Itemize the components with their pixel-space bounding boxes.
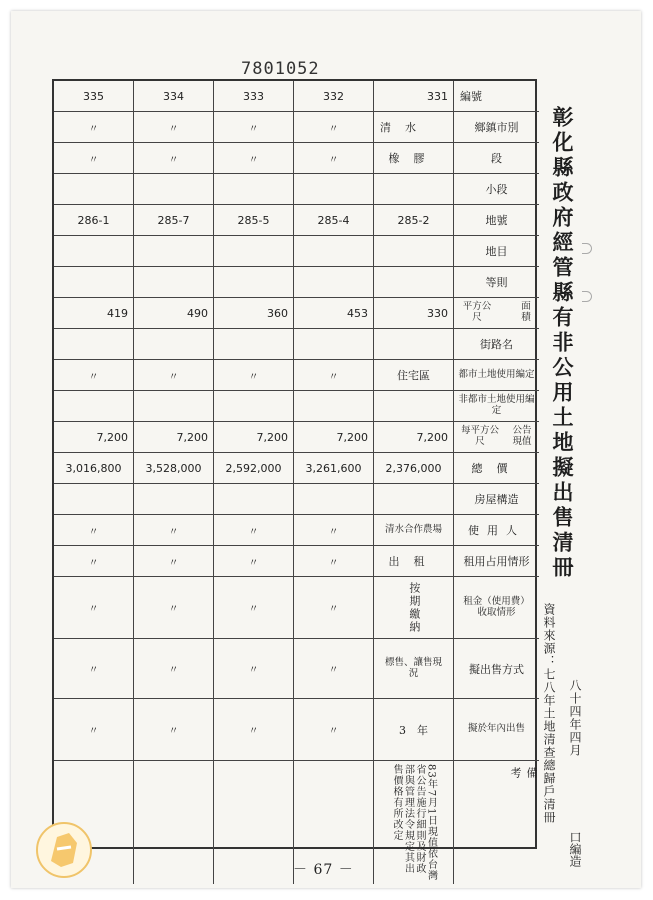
cell-township: 〃 bbox=[214, 112, 294, 143]
cell-street bbox=[374, 329, 454, 360]
punch-hole bbox=[582, 243, 592, 254]
cell-urban-zoning: 〃 bbox=[294, 360, 374, 391]
cell-urban-zoning: 〃 bbox=[214, 360, 294, 391]
cell-sale-method-tender: 標售、讓售現況 bbox=[374, 639, 454, 699]
cell-area: 330 bbox=[374, 298, 454, 329]
cell-sale-years: 〃 bbox=[54, 699, 134, 761]
cell-no-334: 334 bbox=[134, 81, 214, 112]
cell-building bbox=[134, 484, 214, 515]
page-number: － 67 － bbox=[293, 862, 354, 878]
cell-subsection bbox=[214, 174, 294, 205]
cell-announced-value: 7,200 bbox=[54, 422, 134, 453]
cell-lot-number: 285-5 bbox=[214, 205, 294, 236]
cell-township: 〃 bbox=[134, 112, 214, 143]
cell-announced-value: 7,200 bbox=[134, 422, 214, 453]
cell-user: 〃 bbox=[294, 515, 374, 546]
cell-remarks-note: 83年7月1日現值依台灣省公告施行細則及財政部與管理法令規定其出售價格有所改定 bbox=[374, 761, 454, 884]
cell-no-335: 335 bbox=[54, 81, 134, 112]
cell-lot-number: 285-2 bbox=[374, 205, 454, 236]
cell-grade bbox=[214, 267, 294, 298]
cell-lot-number: 285-7 bbox=[134, 205, 214, 236]
cell-area: 453 bbox=[294, 298, 374, 329]
cell-total-price: 2,376,000 bbox=[374, 453, 454, 484]
cell-sale-years: 〃 bbox=[294, 699, 374, 761]
cell-lot-number: 285-4 bbox=[294, 205, 374, 236]
cell-township: 〃 bbox=[54, 112, 134, 143]
cell-section: 〃 bbox=[134, 143, 214, 174]
archive-watermark-icon bbox=[33, 819, 95, 881]
label-land-category: 地目 bbox=[454, 236, 539, 267]
label-sale-method: 擬出售方式 bbox=[454, 639, 539, 699]
label-user: 使用人 bbox=[454, 515, 539, 546]
label-area-main: 面積 bbox=[521, 301, 531, 323]
cell-urban-zoning-residential: 住宅區 bbox=[374, 360, 454, 391]
cell-grade bbox=[374, 267, 454, 298]
label-lease-status: 租用占用情形 bbox=[454, 546, 539, 577]
cell-lot-number: 286-1 bbox=[54, 205, 134, 236]
cell-building bbox=[214, 484, 294, 515]
cell-user: 〃 bbox=[134, 515, 214, 546]
cell-lease-status-rented: 出租 bbox=[374, 546, 454, 577]
compiler-note: 口編造 bbox=[568, 831, 582, 867]
cell-announced-value: 7,200 bbox=[214, 422, 294, 453]
cell-nonurban-zoning bbox=[374, 391, 454, 422]
cell-urban-zoning: 〃 bbox=[54, 360, 134, 391]
cell-rent-collection: 〃 bbox=[294, 577, 374, 639]
cell-rent-collection: 〃 bbox=[134, 577, 214, 639]
cell-section: 〃 bbox=[214, 143, 294, 174]
cell-no-332: 332 bbox=[294, 81, 374, 112]
label-subsection: 小段 bbox=[454, 174, 539, 205]
cell-rent-collection: 〃 bbox=[214, 577, 294, 639]
document-number: 7801052 bbox=[241, 59, 320, 79]
cell-street bbox=[134, 329, 214, 360]
cell-remarks bbox=[134, 761, 214, 884]
cell-subsection bbox=[134, 174, 214, 205]
label-grade: 等則 bbox=[454, 267, 539, 298]
cell-township: 〃 bbox=[294, 112, 374, 143]
label-rent-collection: 租金（使用費）收取情形 bbox=[454, 577, 539, 639]
cell-nonurban-zoning bbox=[214, 391, 294, 422]
cell-land-category bbox=[374, 236, 454, 267]
cell-area: 360 bbox=[214, 298, 294, 329]
cell-total-price: 3,016,800 bbox=[54, 453, 134, 484]
cell-announced-value: 7,200 bbox=[294, 422, 374, 453]
cell-area: 490 bbox=[134, 298, 214, 329]
cell-section: 〃 bbox=[54, 143, 134, 174]
cell-grade bbox=[134, 267, 214, 298]
cell-grade bbox=[294, 267, 374, 298]
cell-urban-zoning: 〃 bbox=[134, 360, 214, 391]
cell-total-price: 2,592,000 bbox=[214, 453, 294, 484]
cell-land-category bbox=[214, 236, 294, 267]
label-serial: 編號 bbox=[454, 81, 539, 112]
label-area bbox=[454, 298, 539, 329]
data-source: 資料來源：七八年土地清查總歸戶清冊 bbox=[542, 603, 556, 824]
cell-no-331: 331 bbox=[374, 81, 454, 112]
cell-remarks bbox=[214, 761, 294, 884]
cell-sale-years: 〃 bbox=[214, 699, 294, 761]
document-title: 彰化縣政府經管縣有非公用土地擬出售清冊 bbox=[550, 106, 575, 581]
cell-user: 〃 bbox=[54, 515, 134, 546]
document-sheet bbox=[11, 11, 641, 888]
label-announced-value bbox=[454, 422, 539, 453]
cell-nonurban-zoning bbox=[54, 391, 134, 422]
cell-total-price: 3,261,600 bbox=[294, 453, 374, 484]
cell-lease-status: 〃 bbox=[134, 546, 214, 577]
label-announced-main: 公告現值 bbox=[512, 425, 532, 447]
cell-street bbox=[294, 329, 374, 360]
cell-subsection bbox=[54, 174, 134, 205]
label-sale-years: 擬於年內出售 bbox=[454, 699, 539, 761]
cell-rent-collection: 〃 bbox=[54, 577, 134, 639]
cell-land-category bbox=[134, 236, 214, 267]
cell-user-farm: 清水合作農場 bbox=[374, 515, 454, 546]
cell-section: 〃 bbox=[294, 143, 374, 174]
cell-sale-method: 〃 bbox=[54, 639, 134, 699]
cell-sale-method: 〃 bbox=[134, 639, 214, 699]
cell-lease-status: 〃 bbox=[54, 546, 134, 577]
cell-lease-status: 〃 bbox=[294, 546, 374, 577]
punch-hole bbox=[582, 291, 592, 302]
cell-section-name: 橡膠 bbox=[374, 143, 454, 174]
cell-street bbox=[54, 329, 134, 360]
cell-sale-years-three: 3 年 bbox=[374, 699, 454, 761]
cell-subsection bbox=[294, 174, 374, 205]
cell-nonurban-zoning bbox=[294, 391, 374, 422]
cell-township-qingshui: 清水 bbox=[374, 112, 454, 143]
cell-sale-method: 〃 bbox=[294, 639, 374, 699]
label-lot-number: 地號 bbox=[454, 205, 539, 236]
cell-sale-method: 〃 bbox=[214, 639, 294, 699]
cell-land-category bbox=[54, 236, 134, 267]
cell-grade bbox=[54, 267, 134, 298]
label-township: 鄉鎮市別 bbox=[454, 112, 539, 143]
cell-street bbox=[214, 329, 294, 360]
label-building: 房屋構造 bbox=[454, 484, 539, 515]
cell-total-price: 3,528,000 bbox=[134, 453, 214, 484]
cell-nonurban-zoning bbox=[134, 391, 214, 422]
cell-area: 419 bbox=[54, 298, 134, 329]
cell-announced-value: 7,200 bbox=[374, 422, 454, 453]
label-section: 段 bbox=[454, 143, 539, 174]
cell-building bbox=[294, 484, 374, 515]
compile-date: 八十四年四月 bbox=[568, 679, 582, 757]
label-street: 街路名 bbox=[454, 329, 539, 360]
label-urban-zoning: 都市土地使用編定 bbox=[454, 360, 539, 391]
label-announced-unit: 每平方公尺 bbox=[460, 425, 499, 447]
cell-rent-collection-ontime: 按期繳納 bbox=[374, 577, 454, 639]
cell-building bbox=[54, 484, 134, 515]
cell-no-333: 333 bbox=[214, 81, 294, 112]
cell-sale-years: 〃 bbox=[134, 699, 214, 761]
label-remarks: 備考 bbox=[509, 767, 538, 838]
cell-user: 〃 bbox=[214, 515, 294, 546]
cell-land-category bbox=[294, 236, 374, 267]
label-total-price: 總價 bbox=[454, 453, 539, 484]
cell-lease-status: 〃 bbox=[214, 546, 294, 577]
cell-building bbox=[374, 484, 454, 515]
label-nonurban-zoning: 非都市土地使用編定 bbox=[454, 391, 539, 422]
cell-subsection bbox=[374, 174, 454, 205]
label-area-unit: 平方公尺 bbox=[462, 301, 492, 323]
